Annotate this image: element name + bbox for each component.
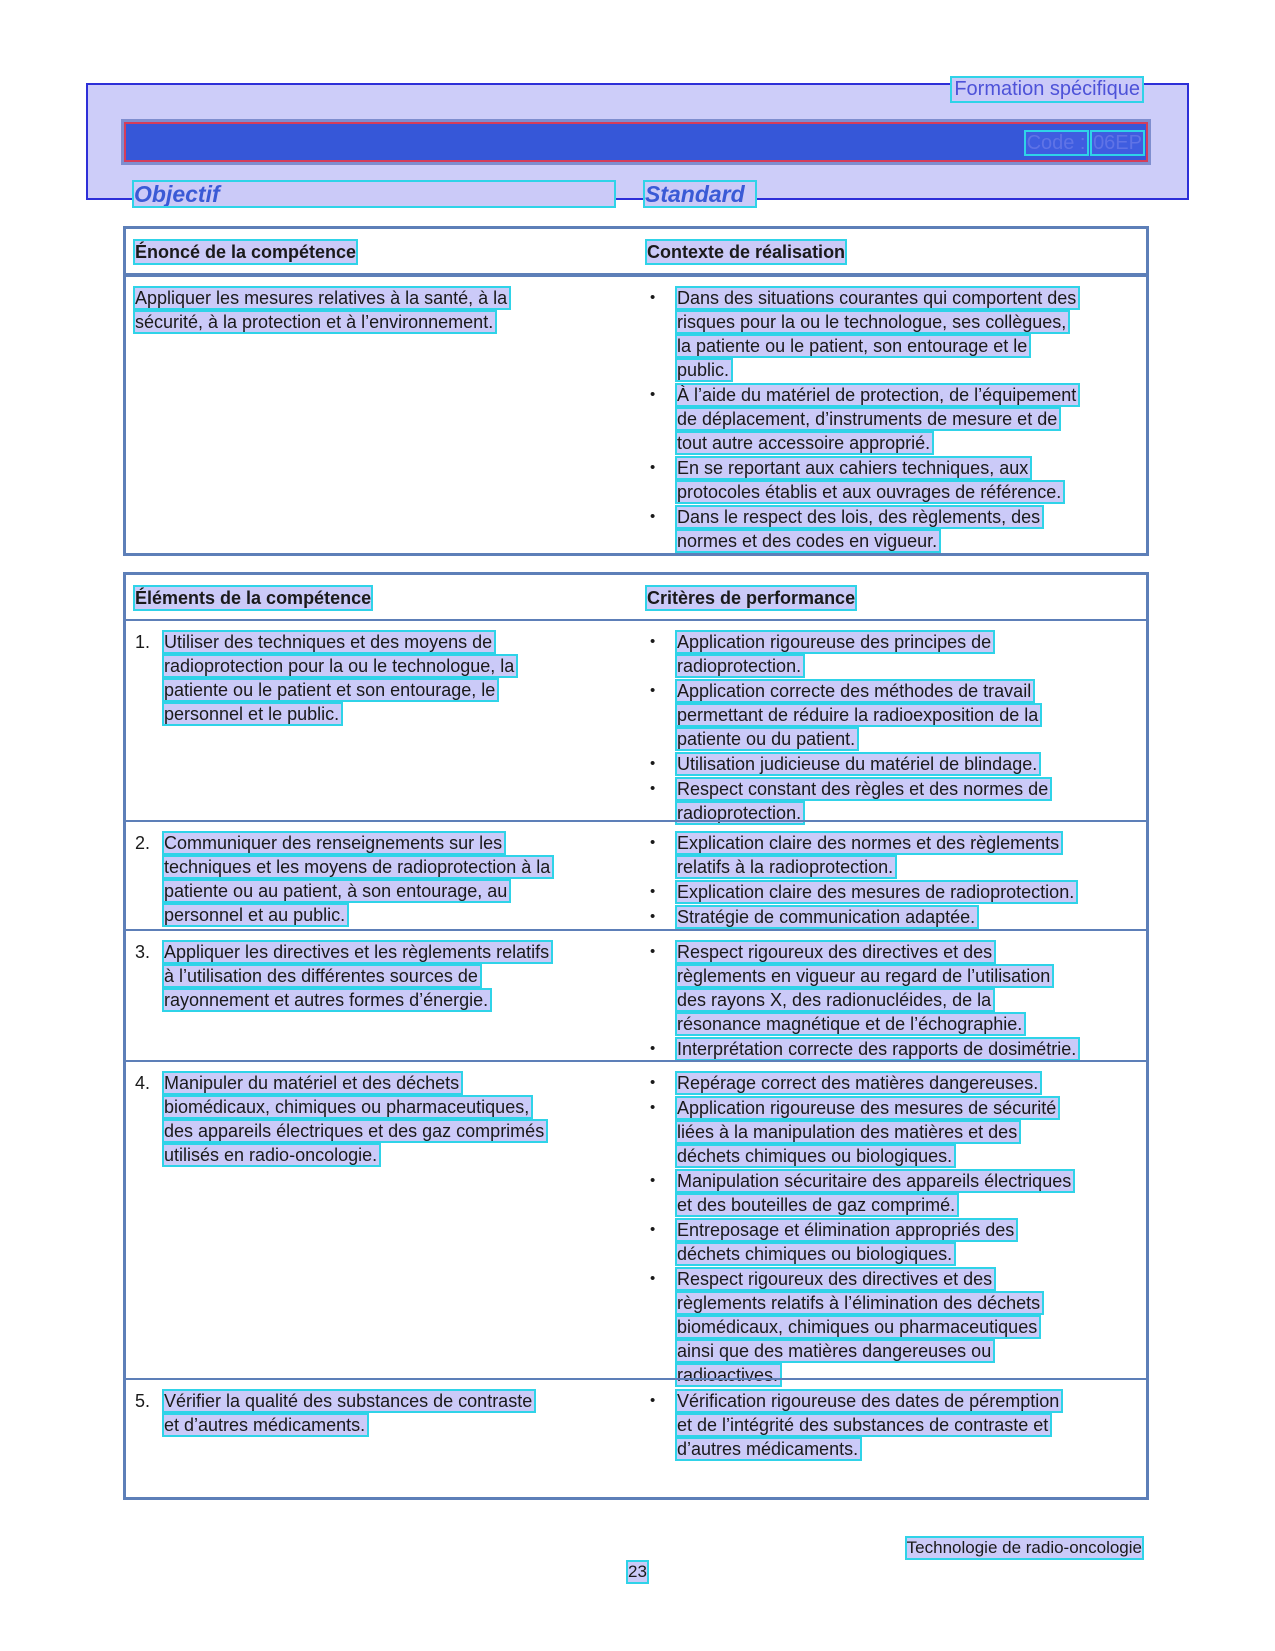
bullet-line: d’autres médicaments. xyxy=(677,1439,859,1459)
bullet-icon: • xyxy=(650,1099,656,1116)
critere-item xyxy=(647,1389,1137,1461)
bullet-line: Vérification rigoureuse des dates de péremption xyxy=(677,1391,1060,1411)
critere-item xyxy=(647,1037,1137,1061)
bullet-line: radioprotection. xyxy=(677,803,802,823)
bullet-line: et des bouteilles de gaz comprimé. xyxy=(677,1195,956,1215)
critere-item xyxy=(647,1096,1137,1168)
element-text xyxy=(135,831,644,927)
objectif-heading: Objectif xyxy=(134,182,614,206)
element-line: rayonnement et autres formes d’énergie. xyxy=(164,990,489,1010)
elements-rows xyxy=(126,621,1146,1465)
bullet-line: Utilisation judicieuse du matériel de blindage. xyxy=(677,754,1038,774)
bullet-line: règlements en vigueur au regard de l’utilisation xyxy=(677,966,1051,986)
code-bar xyxy=(124,122,1148,162)
element-line: Vérifier la qualité des substances de contraste xyxy=(164,1391,533,1411)
element-line: Manipuler du matériel et des déchets xyxy=(164,1073,460,1093)
formation-label: Formation spécifique xyxy=(954,78,1140,100)
bullet-icon: • xyxy=(650,386,656,403)
element-line: Appliquer les directives et les règlements relatifs xyxy=(164,942,550,962)
bullet-line: protocoles établis et aux ouvrages de référence. xyxy=(677,482,1062,502)
bullet-line: la patiente ou le patient, son entourage et le xyxy=(677,336,1028,356)
contexte-header: Contexte de réalisation xyxy=(647,242,846,262)
critere-item xyxy=(647,752,1137,776)
enonce-header: Énoncé de la compétence xyxy=(135,242,357,262)
enonce-line: Appliquer les mesures relatives à la santé, à la xyxy=(135,288,508,308)
bullet-line: Respect rigoureux des directives et des xyxy=(677,1269,993,1289)
bullet-line: des rayons X, des radionucléides, de la xyxy=(677,990,992,1010)
element-line: radioprotection pour la ou le technologue, la xyxy=(164,656,515,676)
bullet-line: résonance magnétique et de l’échographie. xyxy=(677,1014,1023,1034)
bullet-icon: • xyxy=(650,633,656,650)
bullet-icon: • xyxy=(650,1221,656,1238)
bullet-icon: • xyxy=(650,459,656,476)
code-value: 06EP xyxy=(1093,132,1142,154)
element-line: patiente ou au patient, à son entourage, au xyxy=(164,881,508,901)
competence-row xyxy=(126,275,1146,557)
bullet-icon: • xyxy=(650,883,656,900)
bullet-line: biomédicaux, chimiques ou pharmaceutiques xyxy=(677,1317,1038,1337)
element-number: 1. xyxy=(135,632,151,652)
bullet-icon: • xyxy=(650,682,656,699)
bullet-icon: • xyxy=(650,834,656,851)
contexte-item xyxy=(647,383,1137,455)
bullet-line: ainsi que des matières dangereuses ou xyxy=(677,1341,992,1361)
criteres-list xyxy=(647,831,1137,930)
bullet-line: normes et des codes en vigueur. xyxy=(677,531,938,551)
element-line: des appareils électriques et des gaz comprimés xyxy=(164,1121,545,1141)
element-row xyxy=(126,1378,1146,1465)
element-row xyxy=(126,820,1146,929)
contexte-item xyxy=(647,456,1137,504)
critere-item xyxy=(647,630,1137,678)
bullet-line: Explication claire des normes et des règlements xyxy=(677,833,1060,853)
critere-item xyxy=(647,777,1137,825)
bullet-line: patiente ou du patient. xyxy=(677,729,856,749)
program-name: Technologie de radio-oncologie xyxy=(906,1538,1142,1557)
elements-header: Éléments de la compétence xyxy=(135,588,372,608)
bullet-line: règlements relatifs à l’élimination des déchets xyxy=(677,1293,1041,1313)
bullet-line: Application rigoureuse des principes de xyxy=(677,632,992,652)
enonce-text xyxy=(135,286,615,334)
bullet-line: radioprotection. xyxy=(677,656,802,676)
bullet-line: relatifs à la radioprotection. xyxy=(677,857,894,877)
critere-item xyxy=(647,880,1137,904)
element-number: 3. xyxy=(135,942,151,962)
critere-item xyxy=(647,940,1137,1036)
bullet-line: et de l’intégrité des substances de contraste et xyxy=(677,1415,1049,1435)
bullet-line: tout autre accessoire approprié. xyxy=(677,433,931,453)
bullet-line: Explication claire des mesures de radioprotection. xyxy=(677,882,1075,902)
critere-item xyxy=(647,831,1137,879)
element-line: et d’autres médicaments. xyxy=(164,1415,366,1435)
bullet-line: Entreposage et élimination appropriés des xyxy=(677,1220,1015,1240)
element-line: techniques et les moyens de radioprotection à la xyxy=(164,857,551,877)
bullet-line: de déplacement, d’instruments de mesure et de xyxy=(677,409,1058,429)
element-row xyxy=(126,1060,1146,1385)
bullet-line: Manipulation sécuritaire des appareils électriques xyxy=(677,1171,1072,1191)
competence-table xyxy=(123,226,1149,556)
element-text xyxy=(135,1071,644,1167)
criteres-list xyxy=(647,1389,1137,1462)
bullet-icon: • xyxy=(650,1392,656,1409)
contexte-list xyxy=(647,286,1137,554)
element-line: patiente ou le patient et son entourage, le xyxy=(164,680,496,700)
bullet-line: Interprétation correcte des rapports de dosimétrie. xyxy=(677,1039,1077,1059)
bullet-icon: • xyxy=(650,1040,656,1057)
bullet-icon: • xyxy=(650,1270,656,1287)
bullet-line: Application correcte des méthodes de travail xyxy=(677,681,1032,701)
bullet-line: déchets chimiques ou biologiques. xyxy=(677,1146,953,1166)
bullet-icon: • xyxy=(650,1074,656,1091)
element-text xyxy=(135,1389,644,1437)
element-line: biomédicaux, chimiques ou pharmaceutiques, xyxy=(164,1097,530,1117)
element-line: personnel et au public. xyxy=(164,905,346,925)
bullet-icon: • xyxy=(650,755,656,772)
criteres-list xyxy=(647,630,1137,826)
element-text xyxy=(135,630,644,726)
code-label: Code : xyxy=(1026,132,1086,154)
element-number: 5. xyxy=(135,1391,151,1411)
critere-item xyxy=(647,679,1137,751)
criteres-header: Critères de performance xyxy=(647,588,856,608)
bullet-icon: • xyxy=(650,908,656,925)
elements-table xyxy=(123,572,1149,1500)
bullet-line: Dans le respect des lois, des règlements, des xyxy=(677,507,1041,527)
critere-item xyxy=(647,1169,1137,1217)
criteres-list xyxy=(647,940,1137,1062)
contexte-item xyxy=(647,286,1137,382)
critere-item xyxy=(647,1071,1137,1095)
critere-item xyxy=(647,1267,1137,1387)
bullet-line: Application rigoureuse des mesures de sécurité xyxy=(677,1098,1057,1118)
element-number: 2. xyxy=(135,833,151,853)
element-line: à l’utilisation des différentes sources de xyxy=(164,966,478,986)
bullet-line: Repérage correct des matières dangereuses. xyxy=(677,1073,1039,1093)
bullet-line: Respect rigoureux des directives et des xyxy=(677,942,993,962)
element-line: personnel et le public. xyxy=(164,704,340,724)
bullet-line: Stratégie de communication adaptée. xyxy=(677,907,976,927)
bullet-line: radioactives. xyxy=(677,1365,779,1385)
element-row xyxy=(126,929,1146,1060)
element-row xyxy=(126,621,1146,823)
element-number: 4. xyxy=(135,1073,151,1093)
bullet-line: Dans des situations courantes qui comportent des xyxy=(677,288,1077,308)
bullet-line: liées à la manipulation des matières et des xyxy=(677,1122,1018,1142)
element-line: Utiliser des techniques et des moyens de xyxy=(164,632,493,652)
bullet-icon: • xyxy=(650,289,656,306)
competence-table-header xyxy=(126,229,1146,275)
bullet-line: Respect constant des règles et des normes de xyxy=(677,779,1049,799)
bullet-icon: • xyxy=(650,943,656,960)
enonce-line: sécurité, à la protection et à l’environnement. xyxy=(135,312,494,332)
standard-heading: Standard xyxy=(645,182,755,206)
bullet-line: déchets chimiques ou biologiques. xyxy=(677,1244,953,1264)
element-line: Communiquer des renseignements sur les xyxy=(164,833,503,853)
element-line: utilisés en radio-oncologie. xyxy=(164,1145,378,1165)
bullet-line: En se reportant aux cahiers techniques, aux xyxy=(677,458,1029,478)
bullet-line: À l’aide du matériel de protection, de l’équipement xyxy=(677,385,1077,405)
critere-item xyxy=(647,905,1137,929)
bullet-line: risques pour la ou le technologue, ses collègues, xyxy=(677,312,1067,332)
bullet-line: permettant de réduire la radioexposition de la xyxy=(677,705,1039,725)
element-text xyxy=(135,940,644,1012)
bullet-icon: • xyxy=(650,780,656,797)
page-number: 23 xyxy=(628,1562,647,1581)
critere-item xyxy=(647,1218,1137,1266)
bullet-line: public. xyxy=(677,360,730,380)
criteres-list xyxy=(647,1071,1137,1388)
elements-table-header xyxy=(126,575,1146,621)
bullet-icon: • xyxy=(650,1172,656,1189)
bullet-icon: • xyxy=(650,508,656,525)
contexte-item xyxy=(647,505,1137,553)
code-text xyxy=(1026,132,1143,155)
